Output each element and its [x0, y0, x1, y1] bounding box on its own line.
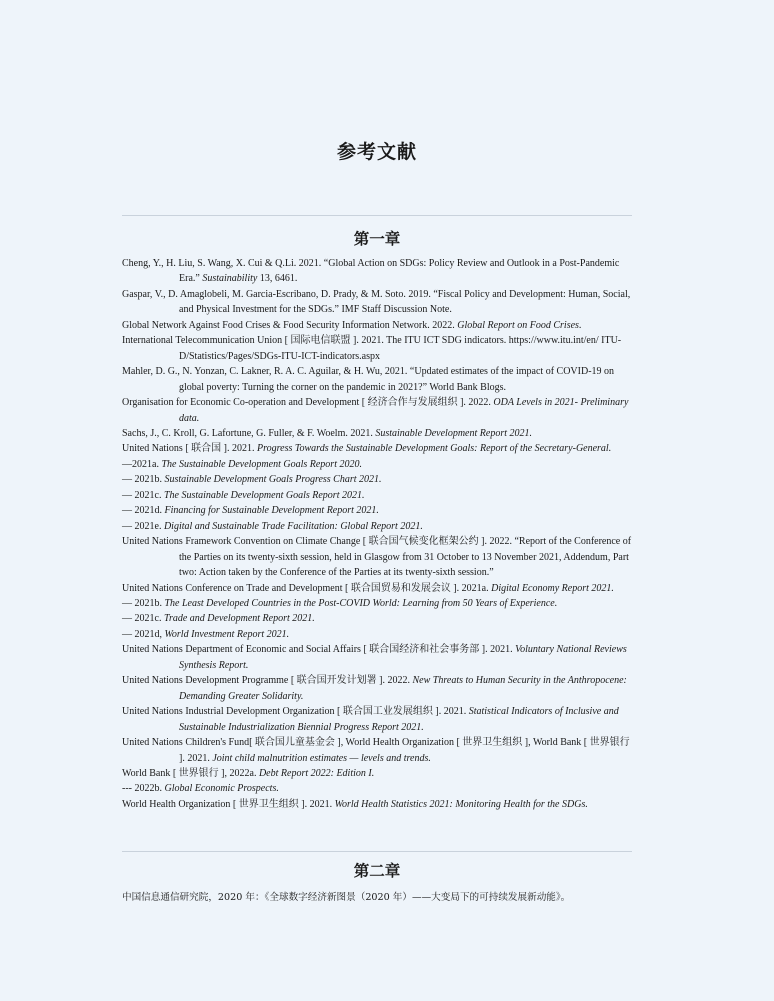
reference-entry: [122, 426, 632, 441]
reference-entry: [122, 318, 632, 333]
reference-entry: [122, 534, 632, 580]
reference-entry: [122, 287, 632, 318]
reference-text: — 2021d,: [122, 628, 165, 640]
reference-entry: [122, 519, 632, 534]
reference-title: The Sustainable Development Goals Report 2020.: [161, 458, 362, 470]
reference-text: Organisation for Economic Co-operation and Development [ 经济合作与发展组织 ]. 2022.: [122, 397, 494, 409]
reference-entry: [122, 472, 632, 487]
reference-entry: [122, 457, 632, 472]
reference-entry: [122, 596, 632, 611]
reference-title: Global Report on Food Crises: [457, 319, 579, 331]
reference-title: Trade and Development Report 2021.: [163, 613, 315, 625]
reference-text: United Nations Development Programme [ 联合国开发计划署 ]. 2022.: [122, 675, 413, 687]
reference-entry: [122, 704, 632, 735]
reference-title: Sustainable Development Goals Progress Chart 2021.: [164, 474, 382, 486]
reference-title: Progress Towards the Sustainable Development Goals: Report of the Secretary-General.: [257, 443, 612, 455]
reference-title: Voluntary National Reviews Synthesis Report.: [179, 644, 627, 671]
reference-title: Debt Report 2022: Edition I.: [258, 767, 375, 779]
reference-title: Sustainability: [202, 273, 258, 285]
divider: [122, 851, 632, 852]
reference-text: Mahler, D. G., N. Yonzan, C. Lakner, R. A. C. Aguilar, & H. Wu, 2021. “Updated estimates of the impact of COVID-19 on global poverty: Turning the corner on the pandemic in 2021?” World Bank Blogs.: [122, 366, 615, 393]
reference-title: New Threats to Human Security in the Anthropocene: Demanding Greater Solidarity.: [179, 675, 627, 702]
chapter-heading-2: 第二章: [353, 862, 401, 880]
reference-entry: [122, 488, 632, 503]
reference-text: — 2021b.: [122, 474, 165, 486]
reference-text: 13, 6461.: [257, 273, 298, 285]
reference-text: Gaspar, V., D. Amaglobeli, M. Garcia-Escribano, D. Prady, & M. Soto. 2019. “Fiscal Policy and Development: Human, Social, and Physical Investment for the SDGs.” IMF Staff Discussion Note.: [122, 288, 631, 316]
reference-text: United Nations Children's Fund[ 联合国儿童基金会 ], World Health Organization [ 世界卫生组织 ], World Bank [ 世界银行 ]. 2021.: [122, 737, 630, 764]
reference-entry: [122, 673, 632, 704]
reference-text: — 2021d.: [122, 505, 165, 517]
reference-entry: [122, 256, 632, 287]
reference-title: World Investment Report 2021.: [164, 628, 290, 640]
reference-title: Financing for Sustainable Development Report 2021.: [164, 505, 379, 517]
reference-entry: [122, 333, 632, 364]
reference-entry: [122, 611, 632, 626]
divider: [122, 215, 632, 216]
reference-entry: [122, 627, 632, 642]
reference-entry: [122, 766, 632, 781]
reference-entry: [122, 364, 632, 395]
reference-text: — 2021c.: [122, 613, 164, 625]
reference-title: Statistical Indicators of Inclusive and Sustainable Industrialization Biennial Progress Report 2021.: [179, 706, 619, 733]
reference-text: Cheng, Y., H. Liu, S. Wang, X. Cui & Q.Li. 2021. “Global Action on SDGs: Policy Review and Outlook in a Post-Pandemic Era.”: [122, 258, 620, 285]
reference-title: The Least Developed Countries in the Post-COVID World: Learning from 50 Years of Experience.: [164, 597, 558, 609]
reference-text: United Nations Department of Economic and Social Affairs [ 联合国经济和社会事务部 ]. 2021.: [122, 644, 516, 656]
reference-title: Digital Economy Report 2021.: [491, 582, 614, 594]
reference-list-chapter-1: [122, 256, 632, 812]
reference-text: Sachs, J., C. Kroll, G. Lafortune, G. Fuller, & F. Woelm. 2021.: [122, 427, 376, 439]
reference-title: World Health Statistics 2021: Monitoring Health for the SDGs.: [334, 798, 588, 810]
reference-text: Global Network Against Food Crises & Food Security Information Network. 2022.: [122, 319, 458, 331]
reference-entry: [122, 581, 632, 596]
reference-entry: 中国信息通信研究院，2020 年：《全球数字经济新图景（2020 年）——大变局下的可持续发展新动能》。: [122, 892, 571, 903]
reference-text: United Nations Conference on Trade and Development [ 联合国贸易和发展会议 ]. 2021a.: [122, 582, 492, 594]
reference-title: ODA Levels in 2021- Preliminary data.: [179, 397, 629, 424]
reference-entry: [122, 503, 632, 518]
reference-title: The Sustainable Development Goals Report 2021.: [163, 489, 365, 501]
reference-text: —2021a.: [122, 458, 162, 470]
reference-text: United Nations Industrial Development Organization [ 联合国工业发展组织 ]. 2021.: [122, 706, 469, 718]
page-title: 参考文献: [336, 141, 417, 163]
chapter-heading-1: 第一章: [353, 230, 401, 248]
reference-title: Sustainable Development Report 2021.: [375, 427, 532, 439]
reference-entry: [122, 441, 632, 456]
reference-text: — 2021e.: [122, 520, 164, 532]
reference-title: Global Economic Prospects.: [164, 783, 279, 795]
reference-entry: [122, 797, 632, 812]
reference-text: World Bank [ 世界银行 ], 2022a.: [122, 767, 259, 779]
reference-entry: [122, 642, 632, 673]
reference-text: United Nations [ 联合国 ]. 2021.: [122, 443, 257, 455]
reference-entry: [122, 781, 632, 796]
reference-entry: [122, 395, 632, 426]
reference-text: International Telecommunication Union [ 国际电信联盟 ]. 2021. The ITU ICT SDG indicators. https://www.itu.int/en/ ITU-D/Statistics/Pages/SDGs-ITU-ICT-indicators.aspx: [122, 335, 622, 362]
reference-text: United Nations Framework Convention on Climate Change [ 联合国气候变化框架公约 ]. 2022. “Report of the Conference of the Parties on its twenty-sixth session, held in Glasgow from 31 October to 13 November 2021, Addendum, Part two: Action taken by the Conference of the Parties at its twenty-sixth session.”: [122, 536, 632, 579]
reference-text: --- 2022b.: [122, 783, 165, 795]
reference-text: World Health Organization [ 世界卫生组织 ]. 2021.: [122, 798, 335, 810]
reference-text: .: [578, 319, 582, 331]
reference-text: — 2021c.: [122, 489, 164, 501]
reference-title: Joint child malnutrition estimates — levels and trends.: [212, 752, 431, 764]
reference-title: Digital and Sustainable Trade Facilitation: Global Report 2021.: [163, 520, 423, 532]
reference-entry: [122, 735, 632, 766]
reference-text: — 2021b.: [122, 597, 165, 609]
